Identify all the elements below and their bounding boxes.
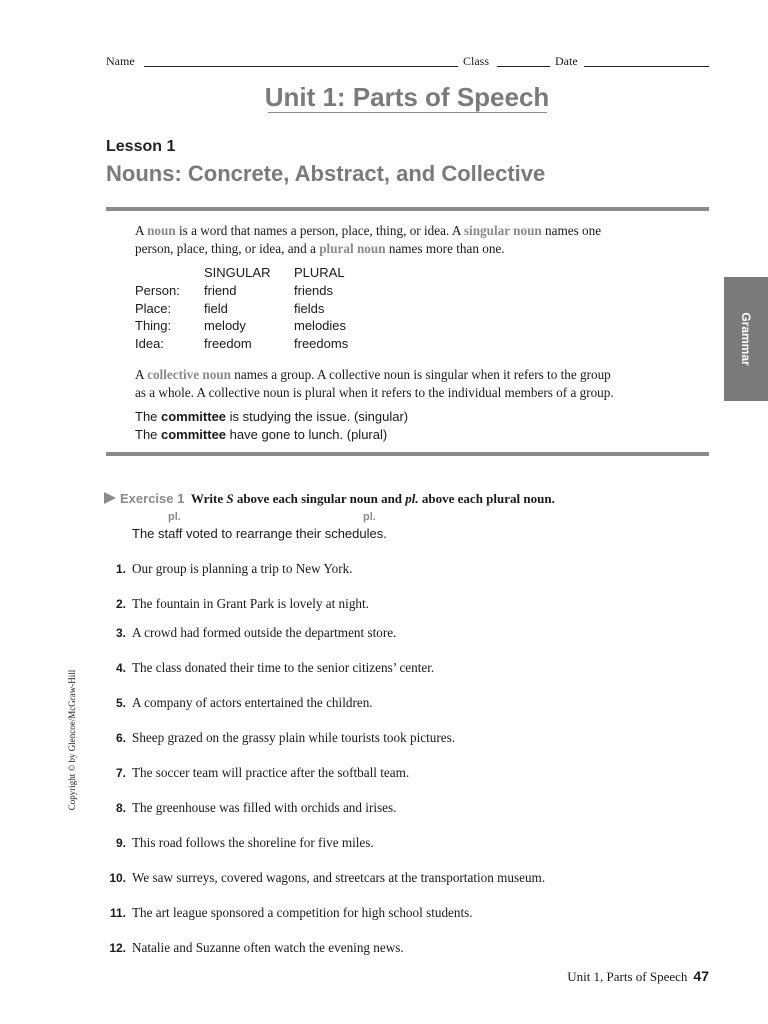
item-text: This road follows the shoreline for five miles. xyxy=(132,835,374,850)
row-label: Thing: xyxy=(135,318,172,333)
intro-text: person, place, thing, or idea, and a xyxy=(135,241,320,256)
keyword-singular-noun: singular noun xyxy=(463,223,542,238)
item-number: 10. xyxy=(109,871,126,885)
singular-cell: freedom xyxy=(204,335,252,351)
plural-cell: melodies xyxy=(294,318,347,333)
header-singular: SINGULAR xyxy=(204,265,271,280)
exercise-item[interactable] xyxy=(104,625,664,641)
exercise-item[interactable] xyxy=(104,940,664,956)
keyword-plural-noun: plural noun xyxy=(319,241,386,256)
example-sentence xyxy=(135,427,387,442)
keyword-noun: noun xyxy=(147,223,176,238)
footer-text: Unit 1, Parts of Speech xyxy=(567,969,688,984)
intro-paragraph xyxy=(135,222,695,258)
name-label: Name xyxy=(106,54,135,68)
name-field[interactable] xyxy=(144,66,458,67)
singular-cell: field xyxy=(204,300,228,316)
singular-cell: melody xyxy=(204,318,246,333)
exercise-label: Exercise 1 xyxy=(120,491,185,506)
example-text: have gone to lunch. (plural) xyxy=(226,427,388,442)
sample-mark: pl. xyxy=(363,511,376,523)
intro-text: A xyxy=(135,223,148,238)
singular-cell: friend xyxy=(204,283,237,298)
item-number: 4. xyxy=(115,661,126,675)
grammar-side-tab xyxy=(724,277,768,401)
exercise-item[interactable] xyxy=(104,730,664,746)
header-plural: PLURAL xyxy=(294,265,345,280)
sample-sentence: The staff voted to rearrange their schedules. xyxy=(132,526,387,541)
item-number: 7. xyxy=(115,766,126,780)
example-noun: committee xyxy=(161,409,227,424)
item-number: 12. xyxy=(109,941,126,955)
bottom-divider xyxy=(106,452,709,456)
item-number: 8. xyxy=(115,801,126,815)
page-footer xyxy=(567,968,709,985)
item-text: The greenhouse was filled with orchids and irises. xyxy=(132,800,397,815)
plural-cell: fields xyxy=(294,300,325,316)
exercise-item[interactable] xyxy=(104,800,664,816)
lesson-label: Lesson 1 xyxy=(106,138,176,155)
item-text: The art league sponsored a competition for high school students. xyxy=(132,905,473,920)
row-label: Place: xyxy=(135,300,172,316)
collective-paragraph xyxy=(135,366,695,402)
sample-mark: pl. xyxy=(168,511,181,523)
item-text: Natalie and Suzanne often watch the evening news. xyxy=(132,940,404,955)
item-number: 11. xyxy=(109,906,126,920)
side-tab-label: Grammar xyxy=(739,312,753,366)
item-number: 3. xyxy=(115,626,126,640)
instruction-text: above each plural noun. xyxy=(418,491,555,506)
collective-text: names a group. A collective noun is singular when it refers to the group xyxy=(230,367,611,382)
row-label: Person: xyxy=(135,283,180,298)
example-text: The xyxy=(135,427,162,442)
instruction-mark-s: S xyxy=(226,491,234,506)
row-label: Idea: xyxy=(135,335,164,351)
intro-text: names more than one. xyxy=(385,241,505,256)
item-text: A crowd had formed outside the department store. xyxy=(132,625,397,640)
exercise-item[interactable] xyxy=(104,596,664,612)
item-text: The fountain in Grant Park is lovely at night. xyxy=(132,596,369,611)
item-text: We saw surreys, covered wagons, and streetcars at the transportation museum. xyxy=(132,870,546,885)
exercise-instruction xyxy=(104,491,555,507)
example-text: The xyxy=(135,409,162,424)
page-number: 47 xyxy=(693,968,709,984)
instruction-text: Write xyxy=(190,491,227,506)
item-text: The class donated their time to the senior citizens’ center. xyxy=(132,660,435,675)
instruction-text: above each singular noun and xyxy=(233,491,406,506)
keyword-collective-noun: collective noun xyxy=(147,367,231,382)
collective-text: as a whole. A collective noun is plural when it refers to the individual members of a group. xyxy=(135,385,614,400)
item-text: A company of actors entertained the children. xyxy=(132,695,373,710)
item-text: Our group is planning a trip to New York. xyxy=(132,561,353,576)
item-number: 2. xyxy=(115,597,126,611)
exercise-item[interactable] xyxy=(104,870,664,886)
date-label: Date xyxy=(555,54,578,68)
exercise-item[interactable] xyxy=(104,765,664,781)
instruction-mark-pl: pl. xyxy=(405,491,419,506)
arrow-icon xyxy=(104,492,116,504)
copyright-notice: Copyright © by Glencoe/McGraw-Hill xyxy=(67,669,77,811)
example-noun: committee xyxy=(161,427,227,442)
title-underline xyxy=(268,112,547,113)
example-sentence xyxy=(135,409,408,424)
exercise-item[interactable] xyxy=(104,835,664,851)
collective-text: A xyxy=(135,367,148,382)
class-field[interactable] xyxy=(497,66,550,67)
item-number: 9. xyxy=(115,836,126,850)
plural-cell: freedoms xyxy=(294,335,349,351)
page-title: Unit 1: Parts of Speech xyxy=(264,82,550,112)
intro-text: names one xyxy=(541,223,602,238)
item-text: The soccer team will practice after the softball team. xyxy=(132,765,410,780)
date-field[interactable] xyxy=(584,66,709,67)
intro-text: is a word that names a person, place, thing, or idea. A xyxy=(175,223,464,238)
exercise-item[interactable] xyxy=(104,905,664,921)
lesson-title: Nouns: Concrete, Abstract, and Collective xyxy=(106,161,546,186)
item-number: 5. xyxy=(115,696,126,710)
exercise-item[interactable] xyxy=(104,561,664,577)
plural-cell: friends xyxy=(294,283,334,298)
exercise-item[interactable] xyxy=(104,695,664,711)
item-text: Sheep grazed on the grassy plain while tourists took pictures. xyxy=(132,730,456,745)
top-divider xyxy=(106,207,709,211)
exercise-item[interactable] xyxy=(104,660,664,676)
example-text: is studying the issue. (singular) xyxy=(226,409,409,424)
item-number: 1. xyxy=(115,562,126,576)
item-number: 6. xyxy=(115,731,126,745)
class-label: Class xyxy=(463,54,490,68)
